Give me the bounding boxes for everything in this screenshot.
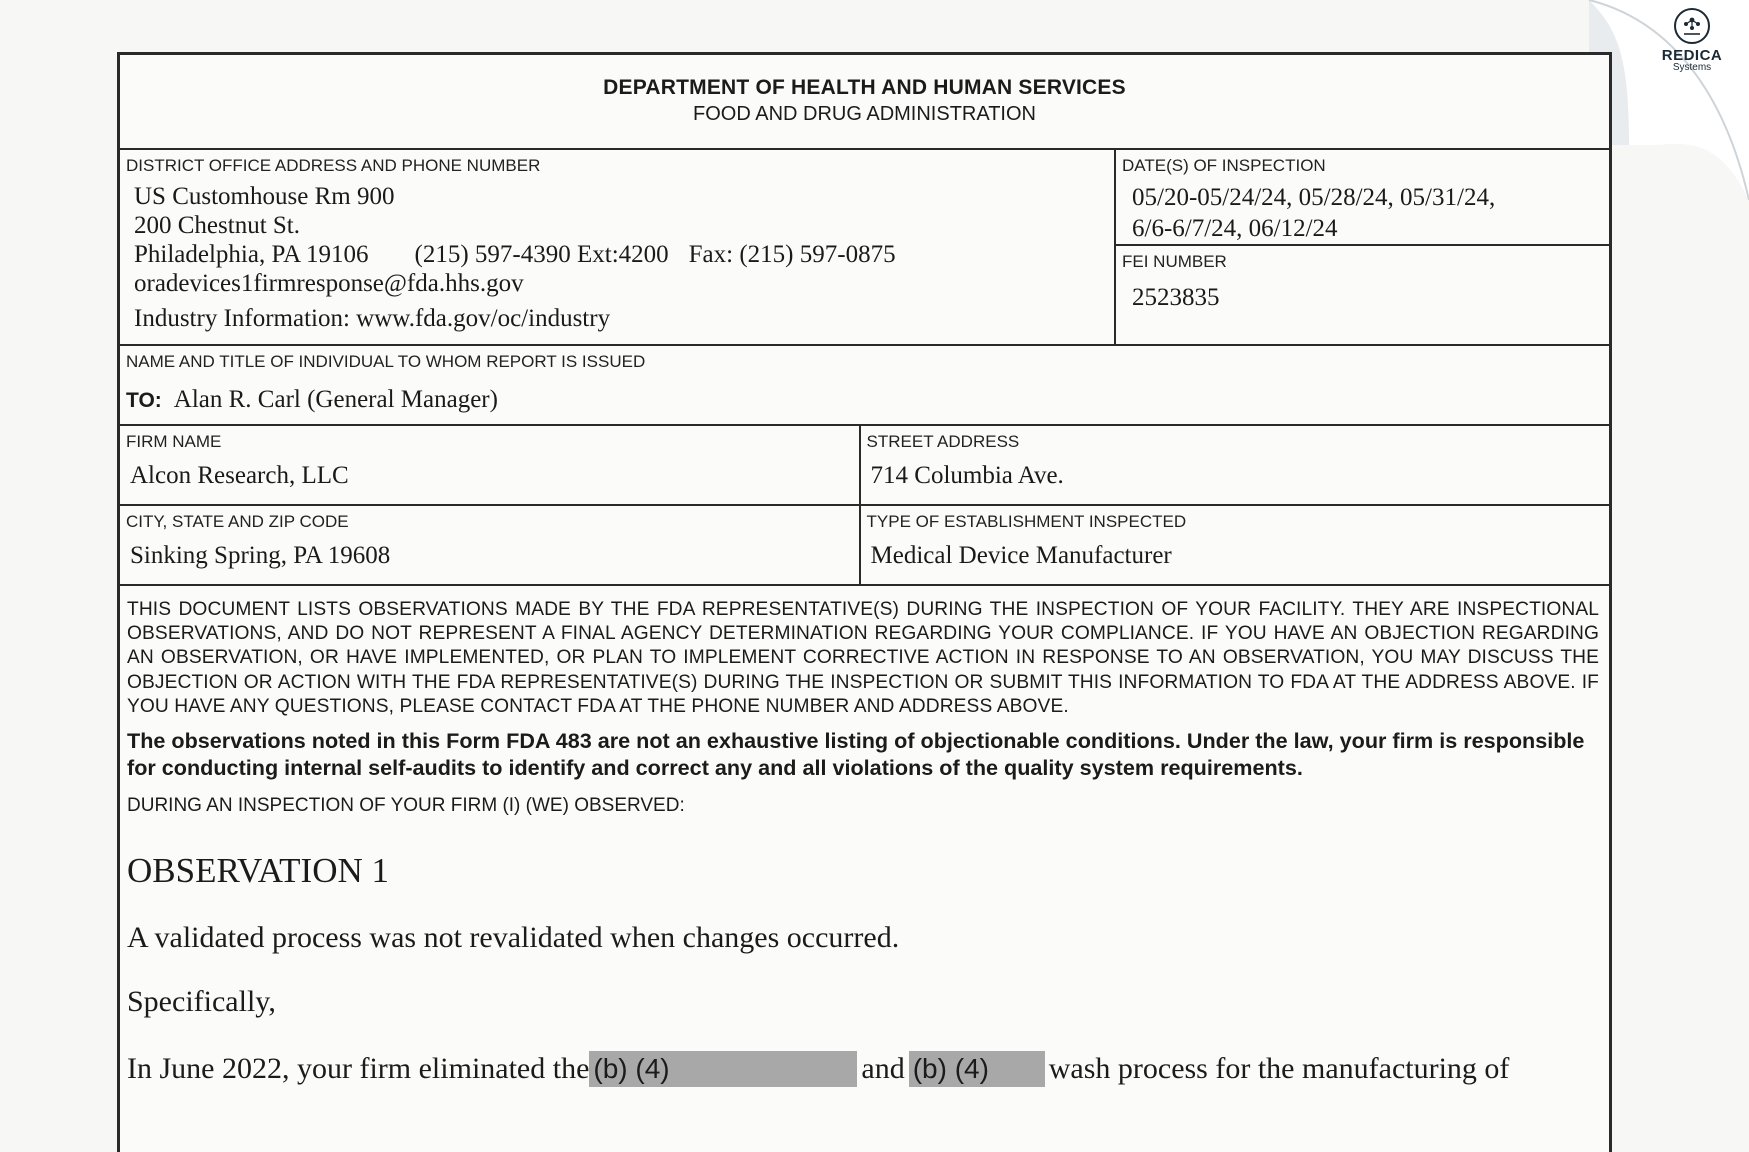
observation-detail-line xyxy=(127,1051,1599,1087)
inspection-dates-line-2: 6/6-6/7/24, 06/12/24 xyxy=(1132,215,1338,242)
inspection-dates-label: DATE(S) OF INSPECTION xyxy=(1122,156,1326,175)
industry-info: Industry Information: www.fda.gov/oc/industry xyxy=(134,305,611,332)
redaction-box-2: (b) (4) xyxy=(909,1051,1045,1087)
recipient-name: Alan R. Carl (General Manager) xyxy=(173,386,498,413)
city-state-zip: Sinking Spring, PA 19608 xyxy=(130,542,391,569)
recipient-label: NAME AND TITLE OF INDIVIDUAL TO WHOM REPORT IS ISSUED xyxy=(126,352,646,371)
recipient-row xyxy=(120,346,1609,426)
establishment-type-cell xyxy=(861,506,1609,584)
department-title: DEPARTMENT OF HEALTH AND HUMAN SERVICES xyxy=(603,76,1126,99)
form-header xyxy=(120,55,1609,150)
street-address-cell xyxy=(861,426,1609,504)
establishment-type: Medical Device Manufacturer xyxy=(870,542,1172,569)
district-row xyxy=(120,150,1609,346)
logo-name: REDICA xyxy=(1661,47,1723,64)
street-address-label: STREET ADDRESS xyxy=(866,432,1020,451)
city-cell xyxy=(120,506,861,584)
inspection-dates-line-1: 05/20-05/24/24, 05/28/24, 05/31/24, xyxy=(1132,184,1496,211)
redica-logo xyxy=(1647,8,1737,73)
firm-name-cell xyxy=(120,426,861,504)
district-address xyxy=(120,176,1114,333)
during-inspection-label: DURING AN INSPECTION OF YOUR FIRM (I) (WE) OBSERVED: xyxy=(127,795,685,817)
address-city-phone xyxy=(134,240,1114,269)
detail-part-3: wash process for the manufacturing of xyxy=(1048,1052,1510,1086)
agency-title: FOOD AND DRUG ADMINISTRATION xyxy=(693,103,1036,125)
redaction-box-1: (b) (4) xyxy=(589,1051,857,1087)
observation-title: OBSERVATION 1 xyxy=(127,851,390,891)
street-address: 714 Columbia Ave. xyxy=(870,462,1064,489)
city-row xyxy=(120,506,1609,586)
fax-number: Fax: (215) 597-0875 xyxy=(688,241,896,268)
address-city: Philadelphia, PA 19106 xyxy=(134,241,369,268)
fei-box xyxy=(1116,246,1609,312)
firm-row xyxy=(120,426,1609,506)
observation-summary: A validated process was not revalidated when changes occurred. xyxy=(127,921,900,955)
detail-part-2: and xyxy=(861,1052,905,1086)
address-line-2: 200 Chestnut St. xyxy=(134,212,300,239)
recipient-line xyxy=(120,372,1609,414)
fei-label: FEI NUMBER xyxy=(1122,252,1227,271)
establishment-type-label: TYPE OF ESTABLISHMENT INSPECTED xyxy=(866,512,1187,531)
form-483 xyxy=(117,52,1612,1152)
inspection-cell xyxy=(1116,150,1609,344)
specifically-text: Specifically, xyxy=(127,985,276,1019)
inspection-dates-box xyxy=(1116,150,1609,246)
logo-subtitle: Systems xyxy=(1672,62,1712,73)
firm-name: Alcon Research, LLC xyxy=(130,462,349,489)
disclaimer-paragraph: The observations noted in this Form FDA 483 are not an exhaustive listing of objectionable conditions. Under the law, your firm is responsible for conducting internal self-audits to identify and correct any and all violations of the quality system requirements. xyxy=(127,728,1585,781)
phone-number: (215) 597-4390 Ext:4200 xyxy=(414,241,669,268)
recipient-cell xyxy=(120,346,1609,424)
address-line-1: US Customhouse Rm 900 xyxy=(134,183,395,210)
response-email: oradevices1firmresponse@fda.hhs.gov xyxy=(134,270,524,297)
firm-name-label: FIRM NAME xyxy=(126,432,222,451)
network-tree-icon xyxy=(1674,8,1710,44)
district-office-cell xyxy=(120,150,1116,344)
city-label: CITY, STATE AND ZIP CODE xyxy=(126,512,349,531)
to-label: TO: xyxy=(126,389,162,412)
inspection-dates xyxy=(1116,176,1609,244)
detail-part-1: In June 2022, your firm eliminated the xyxy=(127,1052,590,1086)
notice-paragraph: THIS DOCUMENT LISTS OBSERVATIONS MADE BY THE FDA REPRESENTATIVE(S) DURING THE INSPECTION OF YOUR FACILITY. THEY ARE INSPECTIONAL OBSERVATIONS, AND DO NOT REPRESENT A FINAL AGENCY DETERMINATION REGARDING YOUR COMPLIANCE. IF YOU HAVE AN OBJECTION REGARDING AN OBSERVATION, OR HAVE IMPLEMENTED, OR PLAN TO IMPLEMENT CORRECTIVE ACTION IN RESPONSE TO AN OBSERVATION, YOU MAY DISCUSS THE OBJECTION OR ACTION WITH THE FDA REPRESENTATIVE(S) DURING THE INSPECTION OR SUBMIT THIS INFORMATION TO FDA AT THE ADDRESS ABOVE. IF YOU HAVE ANY QUESTIONS, PLEASE CONTACT FDA AT THE PHONE NUMBER AND ADDRESS ABOVE. xyxy=(127,599,1599,717)
district-office-label: DISTRICT OFFICE ADDRESS AND PHONE NUMBER xyxy=(126,156,541,175)
fei-number: 2523835 xyxy=(1132,284,1220,311)
observations-body xyxy=(120,586,1609,1087)
